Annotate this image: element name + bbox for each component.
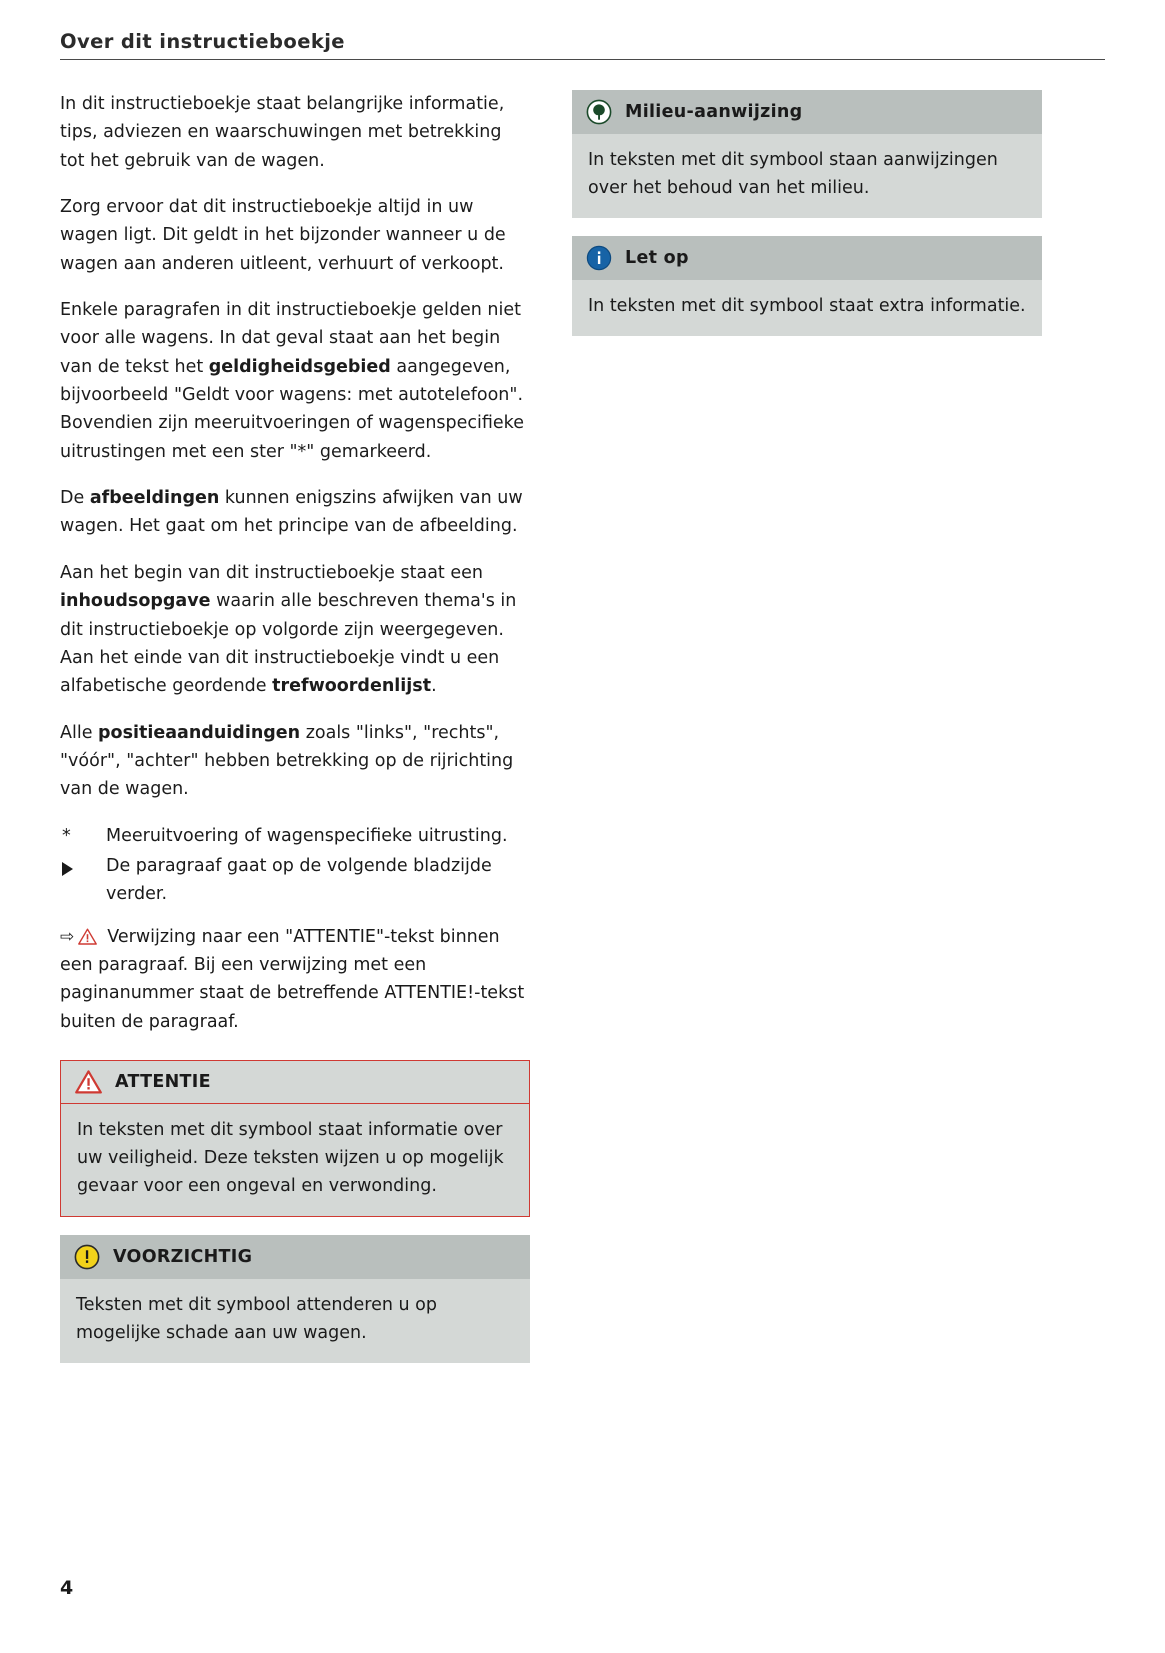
left-column — [60, 90, 530, 1381]
attentie-box-body: In teksten met dit symbool staat informatie over uw veiligheid. Deze teksten wijzen u op mogelijk gevaar voor een ongeval en verwonding. — [61, 1104, 529, 1216]
attentie-box-title: ATTENTIE — [115, 1072, 211, 1093]
list-item — [60, 852, 530, 909]
milieu-aanwijzing-box — [572, 90, 1042, 218]
emphasis-text: afbeeldingen — [89, 488, 220, 509]
right-triangle-icon — [60, 852, 106, 909]
body-text: . — [431, 676, 437, 697]
marker-legend-list — [60, 822, 530, 909]
paragraph-4 — [60, 484, 530, 541]
let-op-box — [572, 236, 1042, 336]
paragraph-1 — [60, 90, 530, 175]
emphasis-text: trefwoordenlijst — [272, 676, 432, 697]
body-text: zoals "links", "rechts", "vóór", "achter" hebben betrekking op de rijrichting van de wagen. — [60, 722, 514, 800]
page-title: Over dit instructieboekje — [60, 30, 345, 53]
paragraph-5 — [60, 559, 530, 701]
voorzichtig-box-title: VOORZICHTIG — [113, 1247, 253, 1268]
attentie-box-header — [61, 1061, 529, 1104]
attentie-reference-note — [60, 923, 530, 1037]
body-text: kunnen enigszins afwijken van uw wagen. Het gaat om het principe van de afbeelding. — [60, 488, 523, 537]
paragraph-6 — [60, 719, 530, 804]
body-text: Alle — [60, 722, 99, 743]
let-op-box-header — [572, 236, 1042, 280]
let-op-box-title: Let op — [625, 248, 689, 268]
voorzichtig-box-body: Teksten met dit symbool attenderen u op mogelijke schade aan uw wagen. — [60, 1279, 530, 1363]
list-item-label: De paragraaf gaat op de volgende bladzijde verder. — [106, 855, 492, 905]
right-arrow-icon: ⇨ — [60, 926, 75, 947]
body-text: waarin alle beschreven thema's in dit instructieboekje op volgorde zijn weergegeven. Aan het einde van dit instructieboekje vindt u een alfabetische geordende — [60, 591, 517, 697]
voorzichtig-box — [60, 1235, 530, 1363]
reference-note-text: Verwijzing naar een "ATTENTIE"-tekst binnen een paragraaf. Bij een verwijzing met een paginanummer staat de betreffende ATTENTIE!-tekst buiten de paragraaf. — [60, 926, 525, 1032]
warning-triangle-icon — [75, 1070, 102, 1094]
list-item — [60, 822, 530, 850]
body-text: In dit instructieboekje staat belangrijke informatie, tips, adviezen en waarschuwingen met betrekking tot het gebruik van de wagen. — [60, 94, 505, 171]
body-text: Enkele paragrafen in dit instructieboekje gelden niet voor alle wagens. In dat geval staat aan het begin van de tekst het — [60, 300, 521, 377]
milieu-box-title: Milieu-aanwijzing — [625, 102, 803, 122]
caution-circle-icon — [74, 1244, 100, 1270]
emphasis-text: geldigheidsgebied — [208, 356, 391, 377]
milieu-box-body: In teksten met dit symbool staan aanwijzingen over het behoud van het milieu. — [572, 134, 1042, 218]
body-text: De — [60, 488, 90, 509]
info-circle-icon — [586, 245, 612, 271]
right-column — [572, 90, 1042, 354]
body-text: Zorg ervoor dat dit instructieboekje altijd in uw wagen ligt. Dit geldt in het bijzonder wanneer u de wagen aan anderen uitleent, verhuurt of verkoopt. — [60, 197, 506, 274]
attentie-box — [60, 1060, 530, 1217]
voorzichtig-box-header — [60, 1235, 530, 1279]
page-number: 4 — [60, 1577, 74, 1599]
warning-triangle-icon — [78, 928, 97, 945]
emphasis-text: positieaanduidingen — [98, 722, 301, 743]
emphasis-text: inhoudsopgave — [60, 591, 211, 612]
body-text: Aan het begin van dit instructieboekje staat een — [60, 562, 483, 583]
paragraph-2 — [60, 193, 530, 278]
paragraph-3 — [60, 296, 530, 466]
two-column-layout — [60, 90, 1105, 1381]
page-header — [60, 30, 1105, 60]
environment-leaf-icon — [586, 99, 612, 125]
let-op-box-body: In teksten met dit symbool staat extra informatie. — [572, 280, 1042, 336]
asterisk-icon: * — [62, 825, 71, 846]
milieu-box-header — [572, 90, 1042, 134]
body-text: aangegeven, bijvoorbeeld "Geldt voor wagens: met autotelefoon". Bovendien zijn meeruitvoeringen of wagenspecifieke uitrustingen met een ster "*" gemarkeerd. — [60, 356, 524, 462]
list-item-label: Meeruitvoering of wagenspecifieke uitrusting. — [106, 825, 508, 846]
